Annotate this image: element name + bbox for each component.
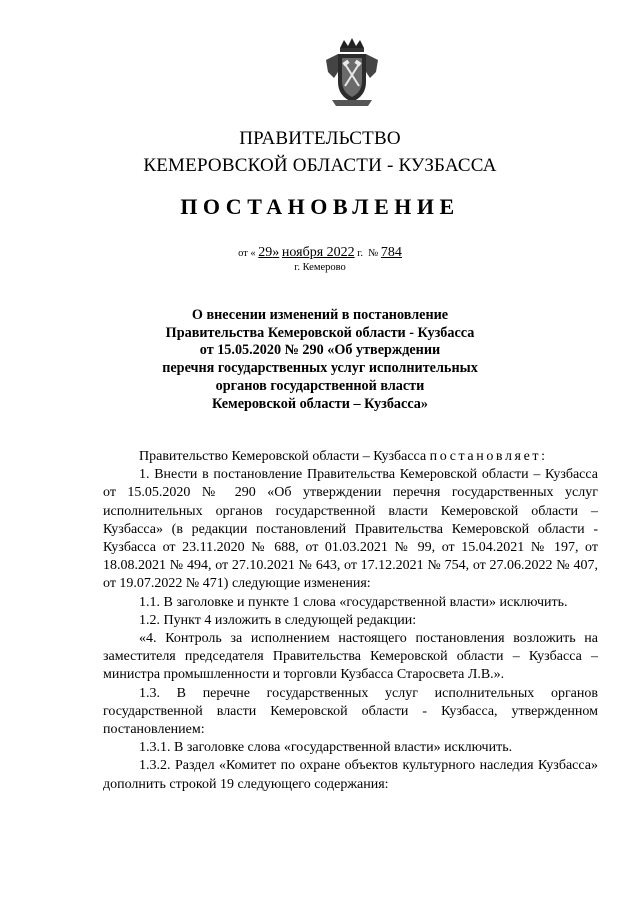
date-day: 29 [258,245,273,260]
intro-paragraph [103,448,598,466]
paragraph-4-quote: «4. Контроль за исполнением настоящего постановления возложить на заместителя председателя Правительства Кемеровской области – Кузбасса – министра промышленности и торговли Кузбасса Старосвета Л.В.». [103,631,598,683]
document-body [103,448,598,794]
title-line: Правительства Кемеровской области - Кузбасса [165,324,475,341]
government-name-line-1: ПРАВИТЕЛЬСТВО [239,128,401,149]
date-number-row [0,245,640,261]
paragraph-1-3: 1.3. В перечне государственных услуг исполнительных органов государственной власти Кемеровской области - Кузбасса, утвержденном постановлением: [103,685,598,738]
title-line: от 15.05.2020 № 290 «Об утверждении [199,342,441,359]
paragraph-1-1: 1.1. В заголовке и пункте 1 слова «государственной власти» исключить. [139,594,568,610]
number-prefix: № [368,248,379,259]
document-number: 784 [380,245,402,260]
paragraph-1-3-1: 1.3.1. В заголовке слова «государственной власти» исключить. [139,740,513,756]
date-day-close: » [272,245,280,260]
city-line: г. Кемерово [294,262,346,273]
paragraph-1-3-2: 1.3.2. Раздел «Комитет по охране объектов культурного наследия Кузбасса» дополнить строкой 19 следующего содержания: [103,758,598,792]
year-suffix: г. [357,248,364,259]
title-line: О внесении изменений в постановление [191,307,449,323]
document-title [0,307,640,413]
title-line: перечня государственных услуг исполнительных [162,360,478,377]
document-type-heading: ПОСТАНОВЛЕНИЕ [180,194,460,219]
decree-word: постановляет: [429,449,548,464]
title-line: Кемеровской области – Кузбасса» [212,395,428,412]
title-line: органов государственной власти [215,377,425,394]
date-prefix: от « [238,248,256,259]
kuzbass-coat-of-arms-emblem [324,38,380,108]
government-name-line-2: КЕМЕРОВСКОЙ ОБЛАСТИ - КУЗБАССА [143,155,497,176]
paragraph-1-2: 1.2. Пункт 4 изложить в следующей редакции: [139,612,417,628]
paragraph-1: 1. Внести в постановление Правительства Кемеровской области – Кузбасса от 15.05.2020 № 290 «Об утверждении перечня государственных услуг исполнительных органов государственной власти Кемеровской области – Кузбасса» (в редакции постановлений Правительства Кемеровской области - Кузбасса от 23.11.2020 № 688, от 01.03.2021 № 99, от 15.04.2021 № 197, от 18.08.2021 № 494, от 27.10.2021 № 643, от 17.12.2021 № 754, от 27.06.2022 № 407, от 19.07.2022 № 471) следующие изменения: [103,467,598,592]
intro-text: Правительство Кемеровской области – Кузбасса [139,449,427,464]
date-month-year: ноября 2022 [281,245,355,260]
